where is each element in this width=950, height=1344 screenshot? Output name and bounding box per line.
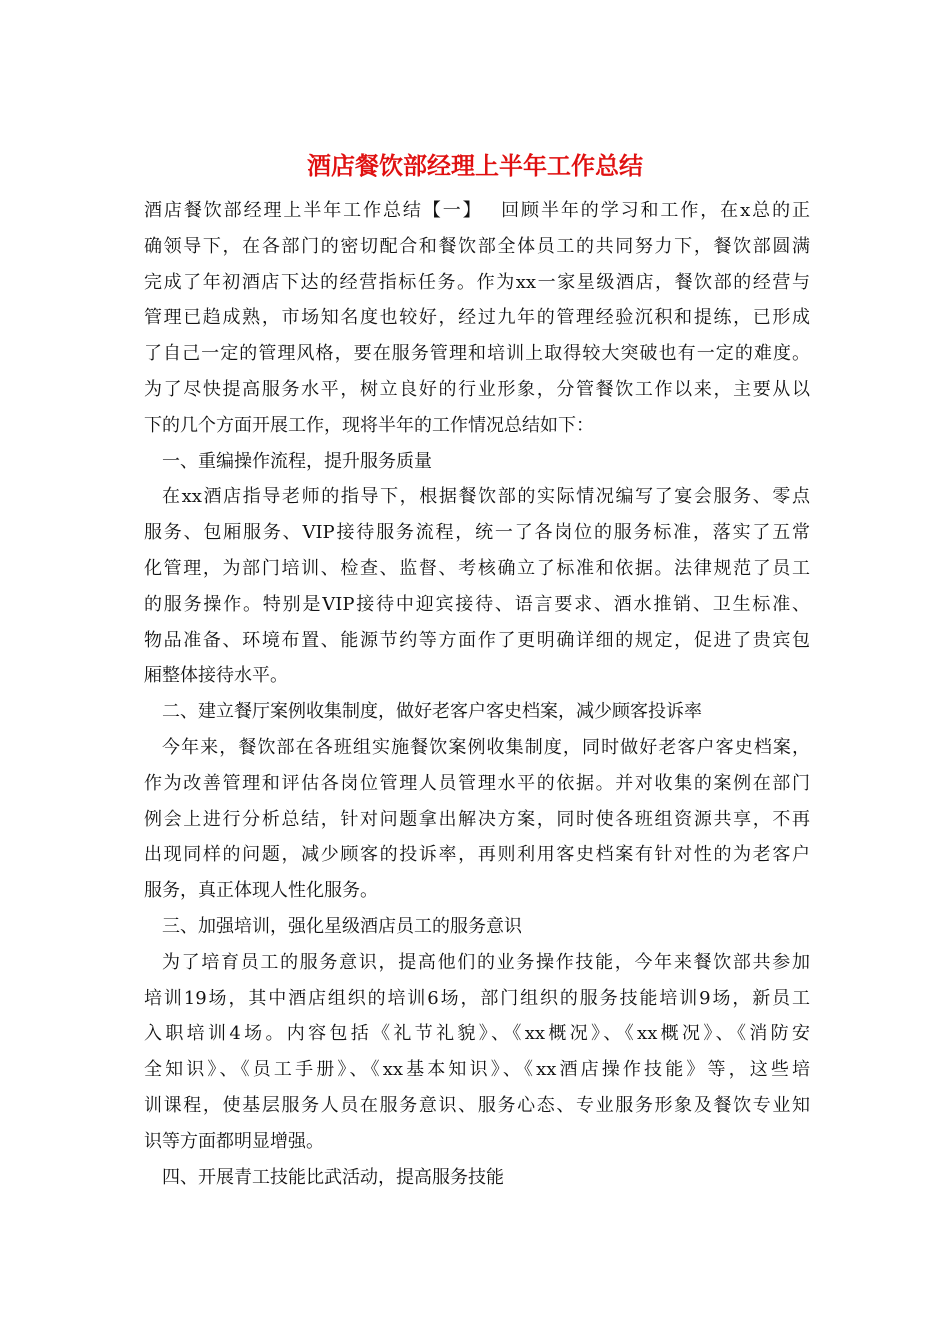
paragraph-line: 今年来，餐饮部在各班组实施餐饮案例收集制度，同时做好老客户客史档案，	[162, 736, 810, 758]
paragraph-line: 服务，真正体现人性化服务。	[144, 880, 378, 902]
section-heading: 四、开展青工技能比武活动，提高服务技能	[162, 1166, 504, 1188]
paragraph-line: 为了培育员工的服务意识，提高他们的业务操作技能，今年来餐饮部共参加	[162, 951, 810, 973]
section-heading: 一、重编操作流程，提升服务质量	[162, 450, 432, 472]
paragraph-line: 服务、包厢服务、VIP接待服务流程，统一了各岗位的服务标准，落实了五常	[144, 522, 810, 544]
paragraph-line: 训课程，使基层服务人员在服务意识、服务心态、专业服务形象及餐饮专业知	[144, 1094, 810, 1116]
paragraph-line: 出现同样的问题，减少顾客的投诉率，再则利用客史档案有针对性的为老客户	[144, 844, 810, 866]
paragraph-line: 培训19场，其中酒店组织的培训6场，部门组织的服务技能培训9场，新员工	[144, 987, 810, 1009]
paragraph-line: 在xx酒店指导老师的指导下，根据餐饮部的实际情况编写了宴会服务、零点	[162, 486, 810, 508]
paragraph-line: 确领导下，在各部门的密切配合和餐饮部全体员工的共同努力下，餐饮部圆满	[144, 235, 810, 257]
paragraph-line: 下的几个方面开展工作，现将半年的工作情况总结如下：	[144, 414, 594, 436]
paragraph-line: 物品准备、环境布置、能源节约等方面作了更明确详细的规定，促进了贵宾包	[144, 629, 810, 651]
document-body	[144, 193, 810, 1195]
paragraph-line: 作为改善管理和评估各岗位管理人员管理水平的依据。并对收集的案例在部门	[144, 772, 810, 794]
paragraph-line: 了自己一定的管理风格，要在服务管理和培训上取得较大突破也有一定的难度。	[144, 343, 810, 365]
paragraph-line: 识等方面都明显增强。	[144, 1130, 324, 1152]
paragraph-line: 化管理，为部门培训、检查、监督、考核确立了标准和依据。法律规范了员工	[144, 557, 810, 579]
paragraph-line: 为了尽快提高服务水平，树立良好的行业形象，分管餐饮工作以来，主要从以	[144, 378, 810, 400]
paragraph-line: 管理已趋成熟，市场知名度也较好，经过九年的管理经验沉积和提练，已形成	[144, 307, 810, 329]
document-title: 酒店餐饮部经理上半年工作总结	[307, 151, 643, 180]
paragraph-line: 厢整体接待水平。	[144, 665, 288, 687]
paragraph-line: 入职培训4场。内容包括《礼节礼貌》、《xx概况》、《xx概况》、《消防安	[144, 1023, 810, 1045]
paragraph-line: 完成了年初酒店下达的经营指标任务。作为xx一家星级酒店，餐饮部的经营与	[144, 271, 810, 293]
paragraph-line: 全知识》、《员工手册》、《xx基本知识》、《xx酒店操作技能》等，这些培	[144, 1059, 810, 1081]
paragraph-line: 酒店餐饮部经理上半年工作总结【一】 回顾半年的学习和工作，在x总的正	[144, 200, 810, 221]
section-heading: 三、加强培训，强化星级酒店员工的服务意识	[162, 915, 522, 937]
paragraph-line: 例会上进行分析总结，针对问题拿出解决方案，同时使各班组资源共享，不再	[144, 808, 810, 830]
section-heading: 二、建立餐厅案例收集制度，做好老客户客史档案，减少顾客投诉率	[162, 701, 702, 723]
paragraph-line: 的服务操作。特别是VIP接待中迎宾接待、语言要求、酒水推销、卫生标准、	[144, 593, 810, 615]
